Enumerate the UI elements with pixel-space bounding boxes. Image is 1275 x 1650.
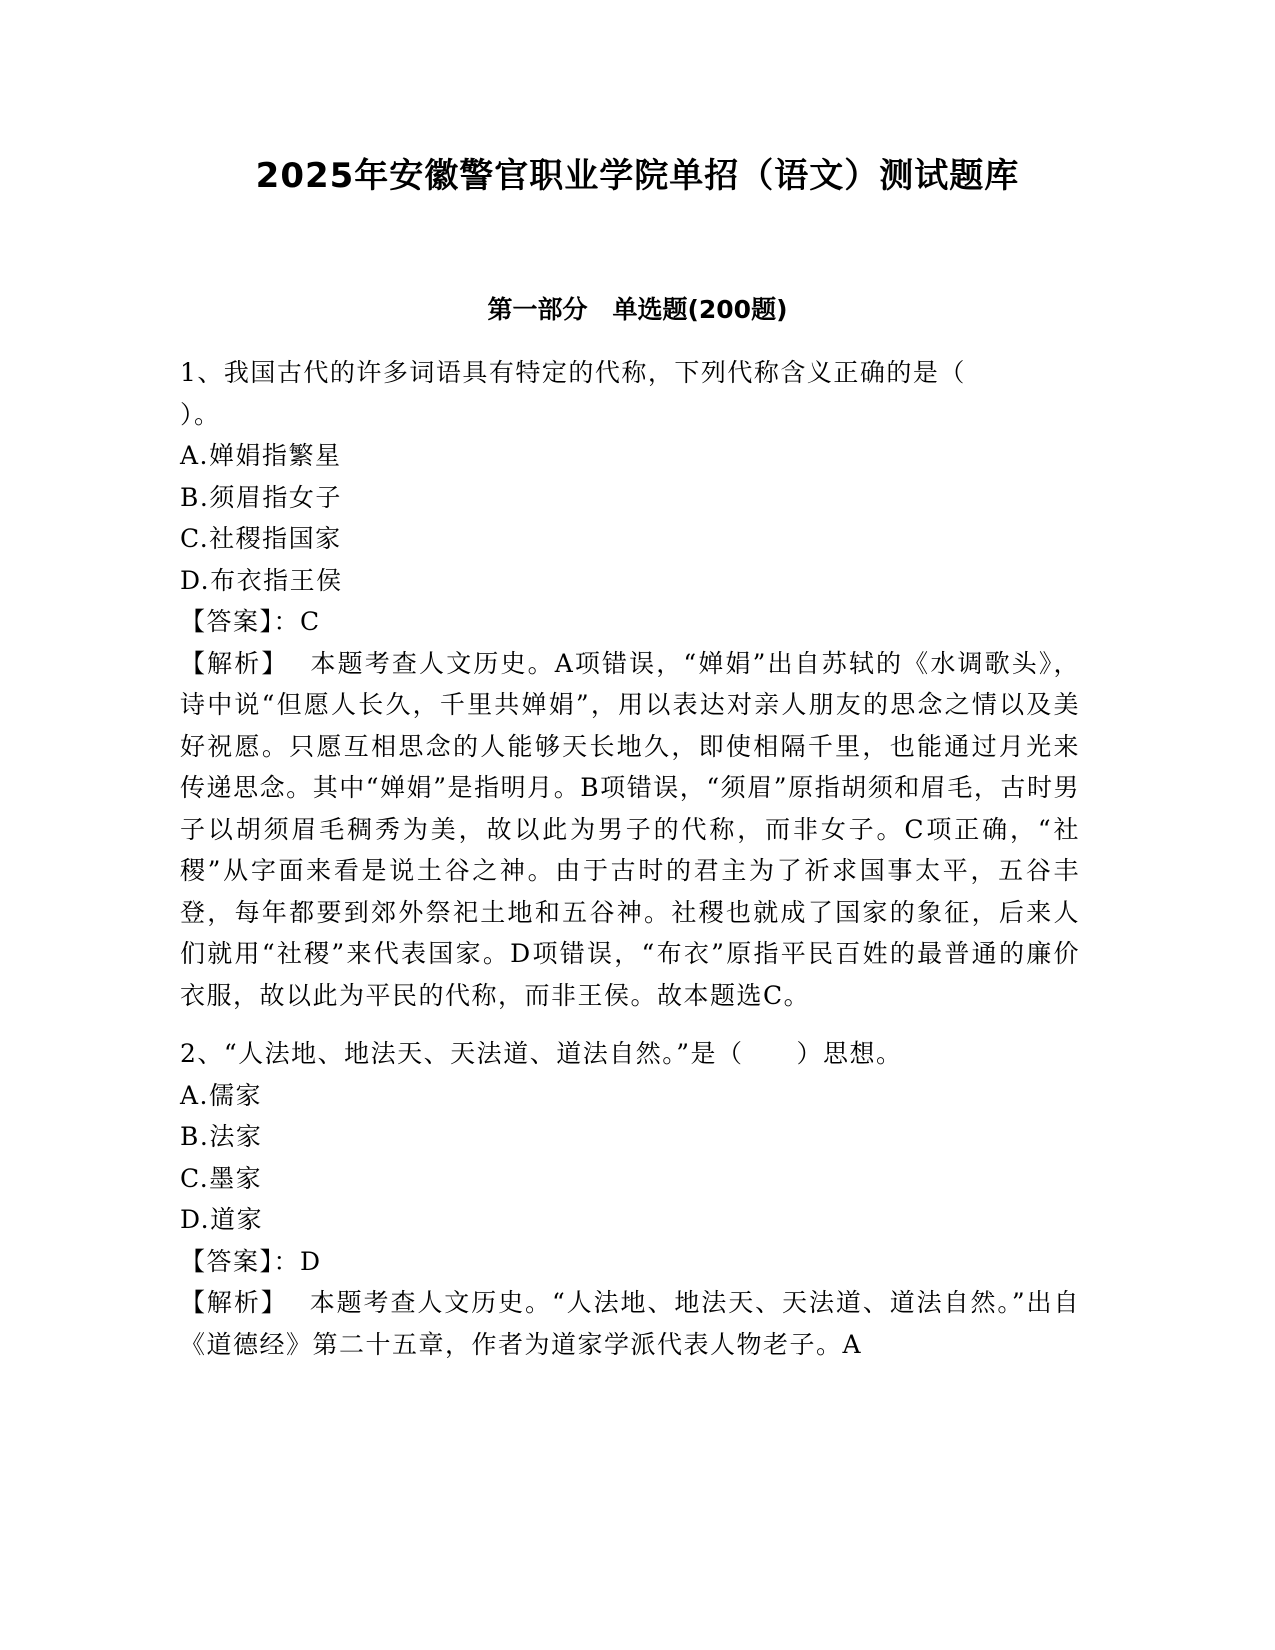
answer-label: 【答案】： (180, 1246, 301, 1276)
question-2 (180, 1033, 1080, 1365)
question-1 (180, 352, 1080, 1016)
explanation (180, 1282, 1080, 1365)
question-list (180, 352, 1080, 1365)
answer-line (180, 601, 1080, 643)
document-title: 2025年安徽警官职业学院单招（语文）测试题库 (255, 156, 1020, 196)
option-c: C.墨家 (180, 1163, 263, 1193)
option-a: A.儒家 (180, 1080, 263, 1110)
option-a: A.婵娟指繁星 (180, 441, 342, 470)
option-d: D.道家 (180, 1205, 264, 1234)
explanation-label: 【解析】 (180, 1288, 288, 1317)
explanation-text: 本题考查人文历史。A项错误，“婵娟”出自苏轼的《水调歌头》，诗中说“但愿人长久，千里共婵娟”，用以表达对亲人朋友的思念之情以及美好祝愿。只愿互相思念的人能够天长地久，即使相隔千里，也能通过月光来传递思念。其中“婵娟”是指明月。B项错误，“须眉”原指胡须和眉毛，古时男子以胡须眉毛稠秀为美，故以此为男子的代称，而非女子。C项正确，“社稷”从字面来看是说土谷之神。由于古时的君主为了祈求国事太平，五谷丰登，每年都要到郊外祭祀土地和五谷神。社稷也就成了国家的象征，后来人们就用“社稷”来代表国家。D项错误，“布衣”原指平民百姓的最普通的廉价衣服，故以此为平民的代称，而非王侯。故本题选C。 (180, 648, 1080, 1010)
question-stem: 1、我国古代的许多词语具有特定的代称，下列代称含义正确的是（ (180, 358, 966, 387)
answer-line (180, 1241, 1080, 1283)
answer-label: 【答案】： (180, 607, 301, 636)
answer-value: C (300, 607, 321, 636)
option-b: B.须眉指女子 (180, 482, 342, 512)
option-d: D.布衣指王侯 (180, 565, 343, 595)
answer-value: D (300, 1246, 322, 1276)
explanation-text: 本题考查人文历史。“人法地、地法天、天法道、道法自然。”出自《道德经》第二十五章，作者为道家学派代表人物老子。A (180, 1288, 1080, 1359)
option-b: B.法家 (180, 1122, 263, 1151)
question-stem: 2、“人法地、地法天、天法道、道法自然。”是（ ）思想。 (180, 1039, 903, 1068)
explanation (180, 643, 1080, 1017)
section-title: 第一部分 单选题(200题) (487, 295, 788, 324)
option-c: C.社稷指国家 (180, 524, 342, 553)
question-stem: ）。 (180, 399, 221, 429)
explanation-label: 【解析】 (180, 648, 289, 678)
